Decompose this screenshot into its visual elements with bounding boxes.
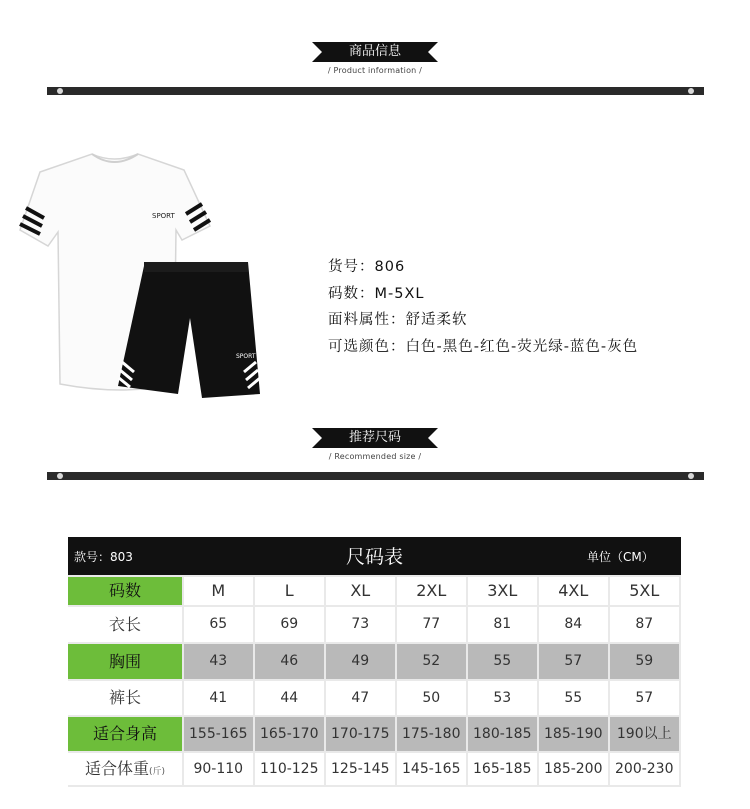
divider-dot-right xyxy=(688,473,694,479)
table-cell: 69 xyxy=(255,607,325,642)
row-label: 裤长 xyxy=(68,681,182,715)
table-cell: 165-170 xyxy=(255,717,325,751)
table-cell: 175-180 xyxy=(397,717,467,751)
table-cell: 87 xyxy=(610,607,680,642)
table-cell: 81 xyxy=(468,607,538,642)
table-cell: 65 xyxy=(184,607,254,642)
size-header-cell: 2XL xyxy=(397,577,467,605)
size-table-title: 尺码表 xyxy=(345,546,403,568)
banner-right-wing-icon xyxy=(410,428,438,448)
size-table xyxy=(68,537,681,787)
section-title: 推荐尺码 xyxy=(338,428,412,448)
product-info xyxy=(328,254,638,360)
banner-left-wing-icon xyxy=(312,42,340,62)
size-header-cell: 3XL xyxy=(468,577,538,605)
row-label xyxy=(68,753,182,785)
product-colors: 可选颜色：白色-黑色-红色-荧光绿-蓝色-灰色 xyxy=(328,338,639,355)
table-cell: 190以上 xyxy=(610,717,680,751)
table-cell: 155-165 xyxy=(184,717,254,751)
size-table-header xyxy=(68,537,681,575)
table-cell: 50 xyxy=(397,681,467,715)
table-cell: 41 xyxy=(184,681,254,715)
table-cell: 49 xyxy=(326,644,396,679)
table-cell: 84 xyxy=(539,607,609,642)
table-cell: 57 xyxy=(610,681,680,715)
section-subtitle: / Recommended size / xyxy=(328,452,422,461)
size-header-cell: 4XL xyxy=(539,577,609,605)
table-cell: 145-165 xyxy=(397,753,467,785)
product-code: 货号：806 xyxy=(328,259,406,275)
table-cell: 57 xyxy=(539,644,609,679)
size-header-cell: M xyxy=(184,577,254,605)
divider-bar xyxy=(47,87,704,95)
banner-left-wing-icon xyxy=(312,428,340,448)
product-size-range: 码数：M-5XL xyxy=(328,285,425,302)
table-cell: 110-125 xyxy=(255,753,325,785)
product-fabric: 面料属性：舒适柔软 xyxy=(328,312,468,328)
table-cell: 59 xyxy=(610,644,680,679)
banner-right-wing-icon xyxy=(410,42,438,62)
table-cell: 77 xyxy=(397,607,467,642)
table-cell: 90-110 xyxy=(184,753,254,785)
section-subtitle: / Product information / xyxy=(327,66,423,75)
divider-dot-left xyxy=(57,88,63,94)
table-cell: 165-185 xyxy=(468,753,538,785)
table-cell: 55 xyxy=(539,681,609,715)
table-cell: 53 xyxy=(468,681,538,715)
section-title: 商品信息 xyxy=(338,42,412,62)
row-label-unit: (斤) xyxy=(148,767,166,777)
table-cell: 170-175 xyxy=(326,717,396,751)
size-header-label: 码数 xyxy=(68,577,182,605)
style-number: 款号：803 xyxy=(74,550,133,564)
table-cell: 55 xyxy=(468,644,538,679)
divider-bar xyxy=(47,472,704,480)
row-label: 胸围 xyxy=(68,644,182,679)
table-cell: 47 xyxy=(326,681,396,715)
row-label-text: 适合体重 xyxy=(84,759,149,778)
product-image xyxy=(14,148,274,404)
divider-dot-right xyxy=(688,88,694,94)
table-cell: 73 xyxy=(326,607,396,642)
table-cell: 180-185 xyxy=(468,717,538,751)
size-header-cell: L xyxy=(255,577,325,605)
shorts-logo-text: SPORT xyxy=(236,353,256,360)
table-cell: 46 xyxy=(255,644,325,679)
divider-dot-left xyxy=(57,473,63,479)
table-cell: 43 xyxy=(184,644,254,679)
table-cell: 44 xyxy=(255,681,325,715)
row-label: 衣长 xyxy=(68,607,182,642)
table-cell: 200-230 xyxy=(610,753,680,785)
row-label: 适合身高 xyxy=(68,717,182,751)
size-header-cell: XL xyxy=(326,577,396,605)
table-cell: 52 xyxy=(397,644,467,679)
unit-label: 单位（CM） xyxy=(587,550,654,564)
table-cell: 185-190 xyxy=(539,717,609,751)
table-cell: 125-145 xyxy=(326,753,396,785)
table-cell: 185-200 xyxy=(539,753,609,785)
size-header-cell: 5XL xyxy=(610,577,680,605)
tshirt-logo-text: SPORT xyxy=(152,212,175,220)
